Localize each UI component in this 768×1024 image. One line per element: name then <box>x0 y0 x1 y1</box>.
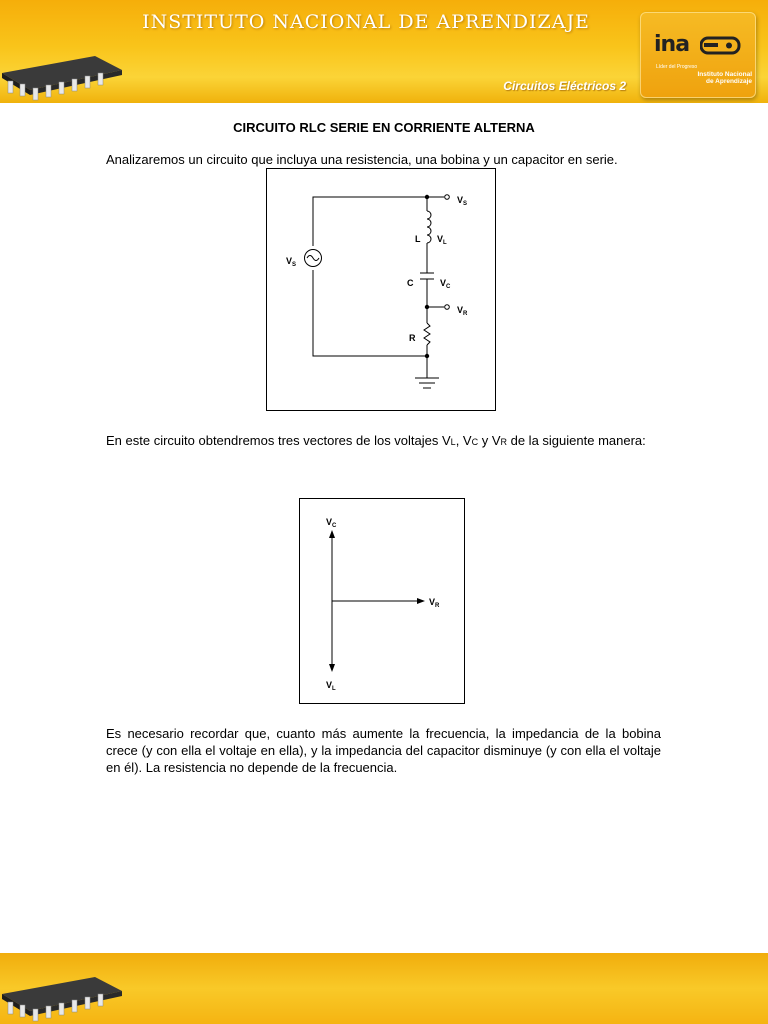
vs-terminal-label: $V_S$ <box>457 195 468 207</box>
document-title: CIRCUITO RLC SERIE EN CORRIENTE ALTERNA <box>233 120 535 135</box>
intro-paragraph: Analizaremos un circuito que incluya una resistencia, una bobina y un capacitor en serie. <box>106 152 618 167</box>
vc-label: $V_C$ <box>440 278 451 290</box>
capacitor-label: C <box>407 278 414 288</box>
key-icon <box>700 34 742 56</box>
resistor-label: R <box>409 333 416 343</box>
chip-icon <box>0 48 125 103</box>
frequency-paragraph: Es necesario recordar que, cuanto más aumente la frecuencia, la impedancia de la bobina crece (y con ella el voltaje en ella), y la impedancia del capacitor disminuye (y con ella el voltaje en él). La resistencia no depende de la frecuencia. <box>106 726 661 775</box>
ina-logo <box>640 12 756 98</box>
chip-icon <box>0 969 125 1024</box>
vr-terminal-label: $V_R$ <box>457 305 468 317</box>
rlc-circuit-diagram <box>266 168 496 411</box>
institution-title: INSTITUTO NACIONAL DE APRENDIZAJE <box>142 11 590 33</box>
inductor-label: L <box>415 234 421 244</box>
phasor-vr-label: $V_R$ <box>429 597 440 609</box>
phasor-vc-label: $V_C$ <box>326 517 337 529</box>
vectors-paragraph: En este circuito obtendremos tres vectores de los voltajes VL, VC y VR de la siguiente manera: <box>106 433 646 448</box>
vl-label: $V_L$ <box>437 234 447 246</box>
phasor-vl-label: $V_L$ <box>326 680 336 692</box>
phasor-diagram <box>299 498 465 704</box>
course-subject: Circuitos Eléctricos 2 <box>503 79 626 93</box>
source-voltage-label: $V_S$ <box>286 256 297 268</box>
footer-banner <box>0 953 768 1024</box>
header-banner <box>0 0 768 103</box>
logo-caption: Líder del Progreso Instituto Nacional de Aprendizaje <box>656 64 752 85</box>
logo-wordmark: ina <box>654 32 690 57</box>
